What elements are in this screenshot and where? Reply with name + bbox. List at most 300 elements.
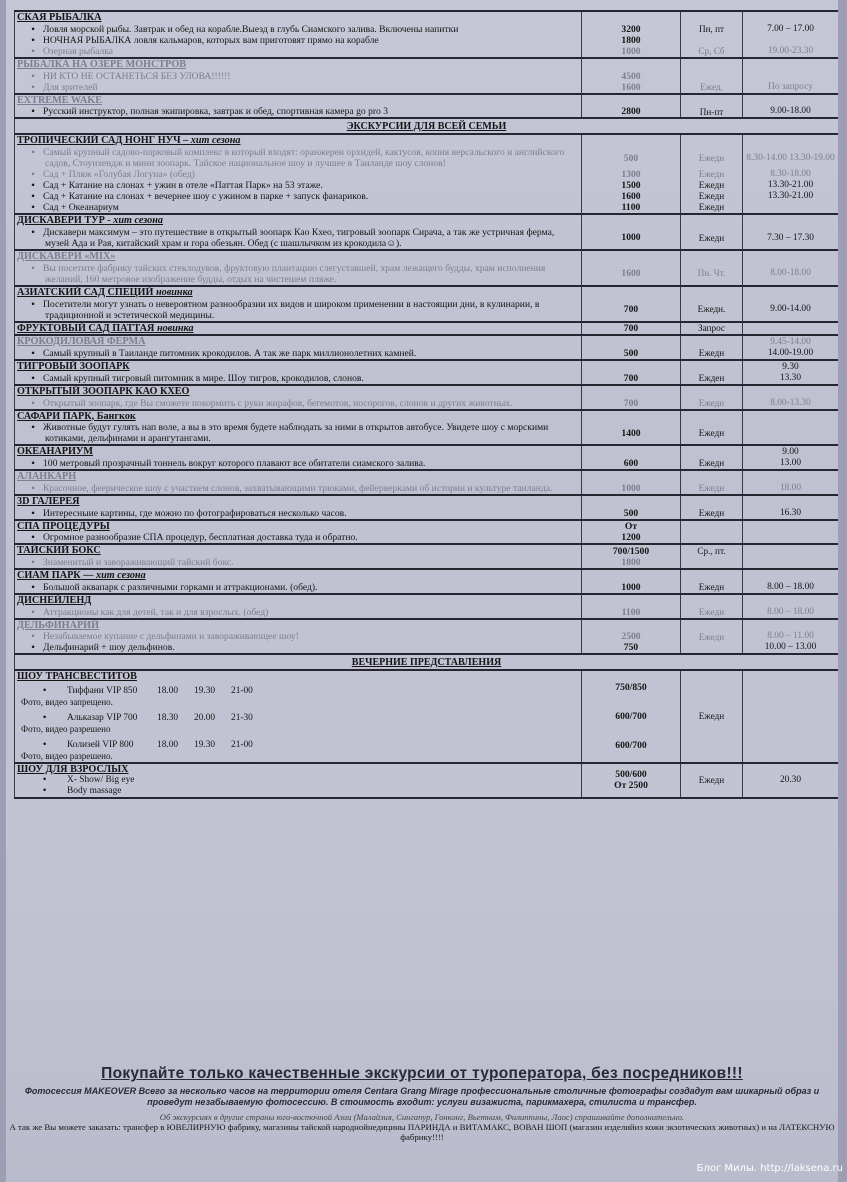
also-order-note: А так же Вы можете заказать: трансфер в ЮВЕЛИРНУЮ фабрику, магазины тайской народнойнедицины ПАРИНДА и ВИТАМАКС, ВОВАН ШОП (магазин изделийиз кожи экзотических животных) и на ЛАТЕКСНУЮ фабрику!!!! [9,1121,835,1143]
time-cell [743,11,839,24]
show-price: 600/700 [615,710,647,722]
evening-title: ШОУ ТРАНСВЕСТИТОВ [17,671,137,683]
days-cell [681,594,743,607]
time-cell: 13.30 [743,373,839,385]
excursion-title: ДИСКАВЕРИ «MIX» [17,251,116,263]
show-time: 18.00 [157,740,179,751]
time-cell [743,385,839,398]
show-photo-note: Фото, видео разрешено [21,724,111,735]
section-title: ЭКСКУРСИИ ДЛЯ ВСЕЙ СЕМЬИ [15,118,839,134]
excursion-title-cell [15,94,582,107]
price-cell: 500 [582,348,681,360]
table-row [15,263,839,286]
days-cell: Ежедн [681,483,743,495]
days-cell: Ежедн [681,508,743,520]
excursion-title: ТАЙСКИЙ БОКС [17,545,101,557]
excursion-description: • Открытый зоопарк, где Вы сможете покормить с руки жирафов, бегемотов, носорогов, слонов и других животных. [15,398,582,410]
price-cell: 1500 [582,180,681,191]
time-cell: 8.00 – 18.00 [743,582,839,594]
time-cell [743,322,839,336]
days-cell [681,335,743,348]
days-cell [681,286,743,299]
excursion-title: ДЕЛЬФИНАРИЙ [17,619,100,631]
adult-shows-row [15,763,839,798]
table-row [15,227,839,250]
days-cell [681,470,743,483]
price-cell: 750 [582,642,681,654]
days-cell: Пн, пт [681,24,743,35]
excursion-title: ОТКРЫТЫЙ ЗООПАРК КАО КХЕО [17,385,190,397]
excursion-title: КРОКОДИЛОВАЯ ФЕРМА [17,336,146,348]
show-days-cell: Ежедн [681,670,743,762]
days-cell: Ежедн [681,631,743,642]
show-line [17,740,579,751]
days-cell: Пн. Чт. [681,263,743,286]
price-cell: 4500 [582,71,681,82]
price-cell [582,214,681,227]
price-cell: 1000 [582,483,681,495]
price-cell: 1600 [582,82,681,94]
time-cell [743,594,839,607]
excursion-title-cell [15,322,582,336]
time-cell: 9.00-18.00 [743,106,839,118]
adult-days-cell: Ежедн [681,763,743,798]
days-cell [681,445,743,458]
section-title: ВЕЧЕРНИЕ ПРЕДСТАВЛЕНИЯ [15,654,839,670]
price-cell: 700 [582,299,681,322]
excursion-tag: – хит сезона [180,135,241,147]
time-cell: 8.00-13.30 [743,398,839,410]
days-cell: Ежедн [681,169,743,180]
time-cell: 16.30 [743,508,839,520]
time-cell: 19.00-23.30 [743,46,839,58]
table-row [15,398,839,410]
adult-price: 500/600 [615,769,647,781]
days-cell: Ежедн [681,398,743,410]
show-time: 21-00 [231,686,253,697]
price-cell: 700 [582,373,681,385]
excursion-tag: новинка [154,322,194,334]
price-cell: 1600 [582,263,681,286]
excursion-description: • Сад + Катание на слонах + вечернее шоу с ужином в парке + запуск фанариков. [15,191,582,202]
excursion-tag: - хит сезона [104,215,163,227]
excursion-description: • Самый крупный тигровый питомник в мире. Шоу тигров, крокодилов, слонов. [15,373,582,385]
table-row [15,508,839,520]
excursion-description: • 100 метровый прозрачный тоннель вокруг которого плавают все обитатели сиамского залива. [15,458,582,470]
excursion-description: • Дельфинарий + шоу дельфинов. [15,642,582,654]
table-row [15,470,839,483]
table-row [15,106,839,118]
days-cell [681,58,743,71]
show-time-cell [743,670,839,762]
days-cell: Ежед. [681,82,743,94]
show-time: 18.00 [157,686,179,697]
show-prices-cell [582,670,681,762]
excursion-title: САФАРИ ПАРК, Бангкок [17,410,136,422]
days-cell [681,360,743,373]
price-cell [582,134,681,147]
time-cell: 10.00 – 13.00 [743,642,839,654]
days-cell [681,71,743,82]
excursion-title-cell [15,134,582,147]
table-row [15,544,839,557]
price-cell [582,410,681,423]
days-cell: Ежедн [681,180,743,191]
price-cell: 700 [582,322,681,336]
time-cell [743,569,839,582]
excursion-description: • Животные будут гулять нап воле, а вы в это время будете наблюдать за ними в открытов автобусе. Увидете шоу с морскими котиками, дельфинами и арангутангами. [15,422,582,445]
time-cell [743,422,839,445]
days-cell: Пн-пт [681,106,743,118]
days-cell: Ежден [681,373,743,385]
excursion-title-cell [15,495,582,508]
days-cell: Ежедн [681,147,743,169]
excursion-description: • Самый крупный садово-парковый комплекс в который входят: оранжереи орхидей, кактусов, копия версальского и английского садов, Стоунхендж и мини зоопарк. Тайское национальное шоу и лучшее в Таиланде шоу слонов! [15,147,582,169]
excursion-title: АЛАНКАРН [17,471,77,483]
table-row [15,82,839,94]
time-cell: 9.45-14.00 [743,335,839,348]
price-cell [582,569,681,582]
price-cell: 2800 [582,106,681,118]
table-row [15,445,839,458]
days-cell: Ср., пт. [681,544,743,557]
time-cell [743,495,839,508]
excursion-description: • Озерная рыбалка [15,46,582,58]
price-cell: 1000 [582,227,681,250]
time-cell [743,250,839,263]
excursion-description: • Незабываемое купание с дельфинами и завораживающее шоу! [15,631,582,642]
excursion-title-cell [15,58,582,71]
excursion-title-cell [15,470,582,483]
table-row [15,422,839,445]
price-cell [582,445,681,458]
table-row [15,631,839,642]
days-cell [681,642,743,654]
excursion-description: • Сад + Катание на слонах + ужин в отеле «Паттая Парк» на 53 этаже. [15,180,582,191]
price-cell [582,619,681,632]
days-cell: Ежедн [681,348,743,360]
table-row [15,607,839,619]
excursion-description: • Знаменитый и завораживающий тайский бокс. [15,557,582,569]
table-row [15,557,839,569]
price-cell [582,11,681,24]
price-cell: 500 [582,147,681,169]
time-cell: 8.30-14.00 13.30-19.00 [743,147,839,169]
adult-item [17,775,579,786]
price-cell: 1100 [582,607,681,619]
time-cell [743,134,839,147]
excursion-title: EXTREME WAKE [17,94,103,106]
days-cell [681,250,743,263]
show-time: 19.30 [194,740,216,751]
excursion-title-cell [15,360,582,373]
excursion-description: • Посетители могут узнать о невероятном разнообразии их видов и широком применении в настоящии дни, в кулинарии, в традиционной и эстетической медицины. [15,299,582,322]
excursion-title-cell [15,385,582,398]
time-cell [743,71,839,82]
days-cell: Ежедн [681,422,743,445]
days-cell [681,569,743,582]
adult-shows-cell [15,763,582,798]
days-cell [681,385,743,398]
price-cell [582,250,681,263]
excursion-title: ТИГРОВЫЙ ЗООПАРК [17,361,130,373]
footer [6,1065,838,1143]
price-cell: 700 [582,398,681,410]
time-cell [743,286,839,299]
adult-time-cell: 20.30 [743,763,839,798]
table-row [15,360,839,373]
table-row [15,654,839,670]
evening-shows-row [15,670,839,762]
price-cell [582,335,681,348]
show-time: 19.30 [194,686,216,697]
show-name: • Колизей VIP 800 [17,740,157,751]
time-cell: 8.30-18.00 [743,169,839,180]
table-row [15,594,839,607]
price-cell: 1400 [582,422,681,445]
price-cell: От [582,520,681,533]
show-price: 600/700 [615,739,647,751]
excursion-description: • Интересныие картины, где можно по фотографироваться несколько часов. [15,508,582,520]
show-price: 750/850 [615,681,647,693]
price-cell: 1100 [582,202,681,214]
table-row [15,532,839,544]
price-cell: 1000 [582,46,681,58]
photosession-text: Фотосессия MAKEOVER Всего за несколько часов на территории отеля Centara Grang Mirage профессиональные столичные фотографы создадут вам шикарный образ и проведут незабываемую фотосессию. В стоимость входит: услуги визажиста, парикмахера, стилиста и трансфер. [24,1086,820,1108]
price-cell [582,495,681,508]
days-cell: Ежедн [681,458,743,470]
excursion-title-cell [15,619,582,632]
excursion-table [14,10,838,799]
evening-shows-cell [15,670,582,762]
days-cell [681,410,743,423]
table-row [15,180,839,191]
show-name: • Тиффани VIP 850 [17,686,157,697]
adult-price: От 2500 [614,780,648,792]
table-row [15,410,839,423]
excursion-title: 3D ГАЛЕРЕЯ [17,495,80,507]
table-row [15,169,839,180]
excursion-title-cell [15,250,582,263]
time-cell [743,619,839,632]
price-sheet [6,0,838,1182]
price-cell: 1800 [582,35,681,46]
table-row [15,58,839,71]
table-row [15,642,839,654]
table-row [15,385,839,398]
price-cell [582,58,681,71]
table-row [15,619,839,632]
time-cell: 14.00-19.00 [743,348,839,360]
excursion-description: • Сад + Пляж «Голубая Логуна» (обед) [15,169,582,180]
table-row [15,94,839,107]
adult-item-name: • Body massage [17,786,317,797]
days-cell [681,532,743,544]
show-time: 18.30 [157,713,179,724]
time-cell: 13.30-21.00 [743,180,839,191]
excursion-tag: — хит сезона [80,570,146,582]
table-row [15,250,839,263]
time-cell: 9.30 [743,360,839,373]
days-cell [681,214,743,227]
time-cell [743,544,839,557]
excursion-description: • Дискавери максимум – это путешествие в открытый зоопарк Као Кхео, тигровый зоопарк Сирача, а так же устричная ферма, музей Ада и Рая, китайский храм и гора обезьян. Обед (с шашлычком из крокодила☺). [15,227,582,250]
time-cell [743,214,839,227]
excursion-title: РЫБАЛКА НА ОЗЕРЕ МОНСТРОВ [17,58,187,70]
blog-watermark: Блог Милы. http://laksena.ru [696,1163,843,1174]
table-row [15,134,839,147]
time-cell: 13.00 [743,458,839,470]
price-cell: 1800 [582,557,681,569]
excursion-title: СИАМ ПАРК [17,570,81,582]
table-row [15,483,839,495]
time-cell [743,410,839,423]
days-cell [681,134,743,147]
excursion-title-cell [15,410,582,423]
price-cell: 2500 [582,631,681,642]
price-cell [582,94,681,107]
table-row [15,191,839,202]
show-line [17,686,579,697]
table-row [15,71,839,82]
days-cell [681,35,743,46]
excursion-title-cell [15,11,582,24]
time-cell: 9.00-14.00 [743,299,839,322]
table-row [15,46,839,58]
excursion-title-cell [15,214,582,227]
time-cell: 8.00 – 11.00 [743,631,839,642]
table-row [15,458,839,470]
days-cell [681,619,743,632]
time-cell: По запросу [743,82,839,94]
time-cell [743,532,839,544]
table-row [15,35,839,46]
time-cell: 18.00 [743,483,839,495]
table-row [15,147,839,169]
excursion-description: • Самый крупный в Таиланде питомник крокодилов. А так же парк миллионолетних камней. [15,348,582,360]
time-cell: 7.00 – 17.00 [743,24,839,35]
excursion-title: СКАЯ РЫБАЛКА [17,12,102,23]
excursion-title-cell [15,594,582,607]
table-row [15,495,839,508]
time-cell [743,94,839,107]
time-cell: 8.00-18.00 [743,263,839,286]
show-name: • Альказар VIP 700 [17,713,157,724]
time-cell [743,58,839,71]
price-cell: 500 [582,508,681,520]
price-cell [582,385,681,398]
days-cell: Запрос [681,322,743,336]
excursion-title: АЗИАТСКИЙ САД СПЕЦИЙ [17,286,154,298]
price-cell: 3200 [582,24,681,35]
price-cell [582,470,681,483]
adult-title: ШОУ ДЛЯ ВЗРОСЛЫХ [17,763,129,775]
table-row [15,214,839,227]
table-row [15,582,839,594]
excursion-description: • НИ КТО НЕ ОСТАНЕТЬСЯ БЕЗ УЛОВА!!!!!! [15,71,582,82]
time-cell: 9.00 [743,445,839,458]
price-cell: 1200 [582,532,681,544]
price-cell: 1600 [582,191,681,202]
days-cell: Ежедн [681,191,743,202]
days-cell [681,11,743,24]
days-cell: Ежедн. [681,299,743,322]
time-cell: 7.30 – 17.30 [743,227,839,250]
table-row [15,348,839,360]
table-row [15,520,839,533]
excursion-title: ФРУКТОВЫЙ САД ПАТТАЯ [17,322,155,334]
excursion-description: • Огромное разнообразие СПА процедур, бесплатная доставка туда и обратно. [15,532,582,544]
price-cell [582,286,681,299]
other-countries-note: Об экскурсиях в другие страны юго-восточной Азии (Малайзия, Сингапур, Гонконг, Вьетнам, Филиппины, Лаос) спрашивайте дополнительно. [159,1111,685,1122]
table-row [15,286,839,299]
days-cell [681,520,743,533]
table-row [15,11,839,24]
days-cell: Ежедн [681,582,743,594]
excursion-title: ТРОПИЧЕСКИЙ САД НОНГ НУЧ [17,135,181,147]
excursion-title-cell [15,544,582,557]
price-cell [582,360,681,373]
show-time: 21-00 [231,740,253,751]
time-cell [743,520,839,533]
show-photo-note: Фото, видео разрешено. [21,751,113,762]
days-cell: Ежедн [681,202,743,214]
table-row [15,118,839,134]
excursion-title-cell [15,286,582,299]
excursion-title-cell [15,520,582,533]
days-cell: Ежедн [681,607,743,619]
excursion-description: • Для зрителей [15,82,582,94]
show-time: 21-30 [231,713,253,724]
excursion-description: • Сад + Океанариум [15,202,582,214]
show-line [17,713,579,724]
time-cell: 13.30-21.00 [743,191,839,202]
excursion-description: • Русский инструктор, полная экипировка, завтрак и обед, спортивная камера go pro 3 [15,106,582,118]
excursion-title: ДИСНЕЙЛЕНД [17,594,92,606]
days-cell: Ср, Сб [681,46,743,58]
time-cell [743,35,839,46]
excursion-title-cell [15,569,582,582]
time-cell [743,202,839,214]
show-photo-note: Фото, видео запрещено. [21,696,113,707]
time-cell [743,557,839,569]
price-cell: 1000 [582,582,681,594]
days-cell [681,94,743,107]
price-cell: 1300 [582,169,681,180]
show-time: 20.00 [194,713,216,724]
excursion-tag: новинка [153,286,193,298]
excursion-description: • Вы посетите фабрику тайских стеклодувов, фруктовую плантацию слегуставшей, храм лежащего будды, храм исполнения желаний, 160 метровое изображение будды, отдых на чистешем пляже. [15,263,582,286]
excursion-description: • Аттракционы как для детей, так и для взрослых. (обед) [15,607,582,619]
table-row [15,322,839,336]
price-cell: 600 [582,458,681,470]
adult-item [17,786,579,797]
footer-headline: Покупайте только качественные экскурсии от туроператора, без посредников!!! [101,1065,743,1082]
table-row [15,202,839,214]
days-cell: Ежедн [681,227,743,250]
excursion-title: ОКЕАНАРИУМ [17,446,93,458]
time-cell [743,470,839,483]
table-row [15,299,839,322]
excursion-description: • НОЧНАЯ РЫБАЛКА ловля кальмаров, которых вам приготовят прямо на корабле [15,35,582,46]
excursion-title: ДИСКАВЕРИ ТУР [17,215,105,227]
days-cell [681,557,743,569]
adult-item-name: • X- Show/ Big eye [17,775,317,786]
table-row [15,569,839,582]
price-cell [582,594,681,607]
excursion-description: • Большой аквапарк с различными горками и аттракционами. (обед). [15,582,582,594]
table-row [15,24,839,35]
